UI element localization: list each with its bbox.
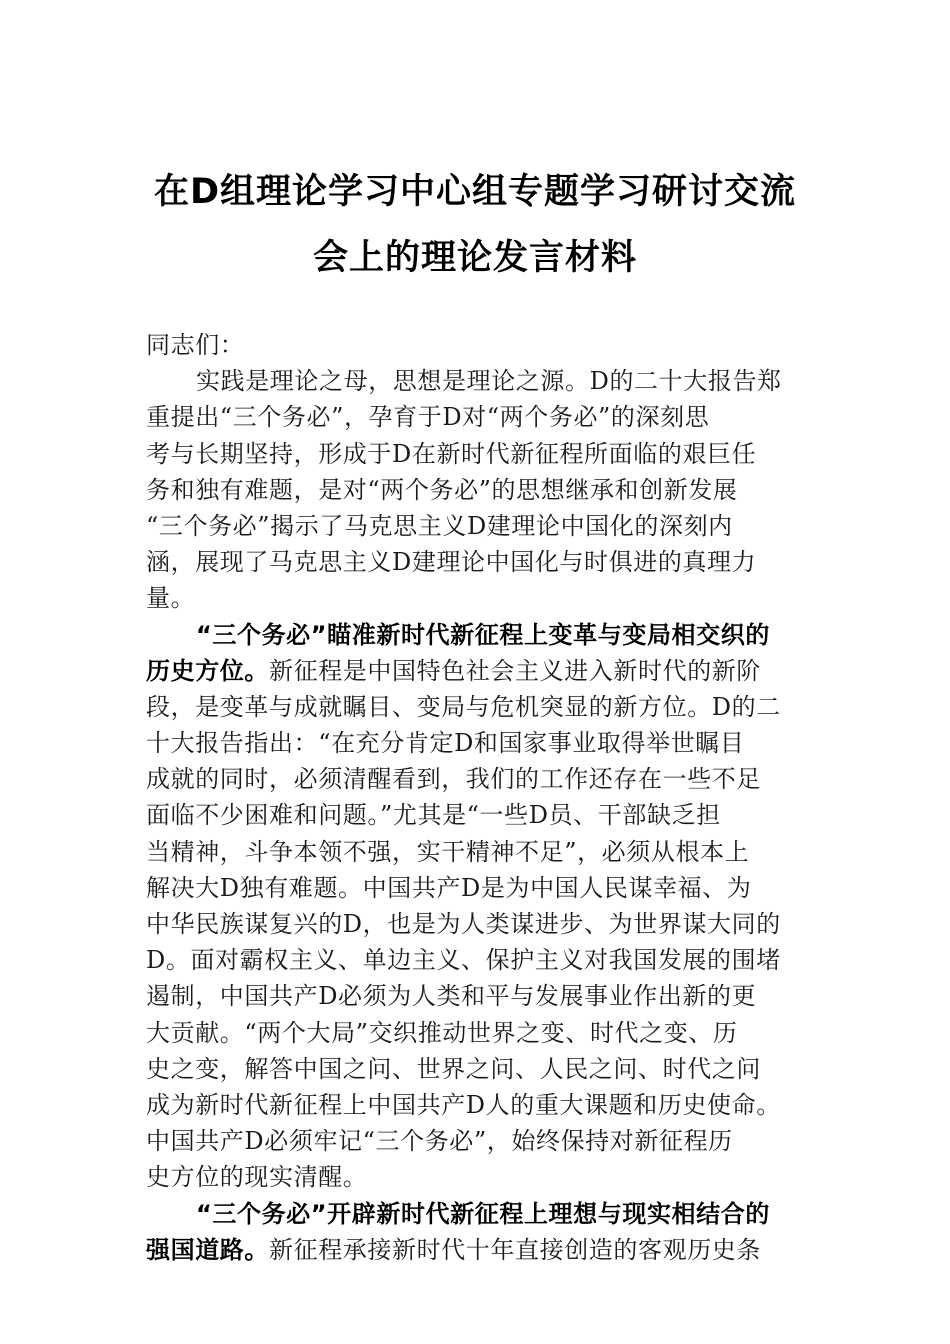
paragraph-2-text: 新征程是中国特色社会主义进入新时代的新阶 [269, 656, 761, 685]
paragraph-2-line: 史之变，解答中国之问、世界之问、人民之问、时代之问 [146, 1054, 761, 1083]
paragraph-2-line: 遏制，中国共产D必须为人类和平与发展事业作出新的更 [146, 982, 757, 1011]
paragraph-2-line: 十大报告指出：“在充分肯定D和国家事业取得举世瞩目 [146, 729, 745, 758]
paragraph-2-line: D。面对霸权主义、单边主义、保护主义对我国发展的围堵 [146, 946, 781, 975]
paragraph-2-line [146, 653, 814, 689]
paragraph-1-line: 考与长期坚持，形成于D在新时代新征程所面临的艰巨任 [146, 439, 757, 468]
paragraph-1-line: 实践是理论之母，思想是理论之源。D的二十大报告郑 [196, 367, 782, 396]
paragraph-2-line: 段，是变革与成就瞩目、变局与危机突显的新方位。D的二 [146, 692, 781, 721]
paragraph-1-line: “三个务必”揭示了马克思主义D建理论中国化的深刻内 [146, 511, 733, 540]
document-title-line-1: 在D组理论学习中心组专题学习研讨交流 [153, 172, 797, 212]
paragraph-2-line: 当精神，斗争本领不强，实干精神不足”，必须从根本上 [146, 837, 750, 866]
paragraph-1-line: 量。 [146, 584, 196, 613]
paragraph-2-line: 成就的同时，必须清醒看到，我们的工作还存在一些不足 [146, 765, 761, 794]
paragraph-1-line: 重提出“三个务必”，孕育于D对“两个务必”的深刻思 [146, 403, 710, 432]
paragraph-2-line: 史方位的现实清醒。 [146, 1163, 368, 1192]
paragraph-1-line: 务和独有难题，是对“两个务必”的思想继承和创新发展 [146, 475, 738, 504]
paragraph-2-line: 中华民族谋复兴的D，也是为人类谋进步、为世界谋大同的 [146, 910, 781, 938]
document-title-line-2: 会上的理论发言材料 [312, 238, 637, 278]
paragraph-2-heading: “三个务必”瞄准新时代新征程上变革与变局相交织的 [196, 620, 770, 649]
paragraph-1-line: 涵，展现了马克思主义D建理论中国化与时俱进的真理力 [146, 548, 757, 577]
paragraph-2-line: 解决大D独有难题。中国共产D是为中国人民谋幸福、为 [146, 873, 752, 902]
paragraph-3-text: 新征程承接新时代十年直接创造的客观历史条 [269, 1235, 761, 1264]
salutation: 同志们： [146, 331, 245, 359]
document-body [146, 327, 814, 1268]
paragraph-3-heading-end: 强国道路。 [146, 1235, 269, 1264]
paragraph-2-line: 成为新时代新征程上中国共产D人的重大课题和历史使命。 [146, 1090, 781, 1119]
paragraph-2-heading-end: 历史方位。 [146, 656, 269, 685]
paragraph-2-line: 大贡献。“两个大局”交织推动世界之变、时代之变、历 [146, 1018, 738, 1047]
paragraph-3-line [146, 1232, 814, 1268]
paragraph-3-heading: “三个务必”开辟新时代新征程上理想与现实相结合的 [196, 1199, 770, 1228]
paragraph-2-line: 面临不少困难和问题。”尤其是“一些D员、干部缺乏担 [146, 801, 721, 830]
paragraph-2-line: 中国共产D必须牢记“三个务必”，始终保持对新征程历 [146, 1127, 733, 1156]
